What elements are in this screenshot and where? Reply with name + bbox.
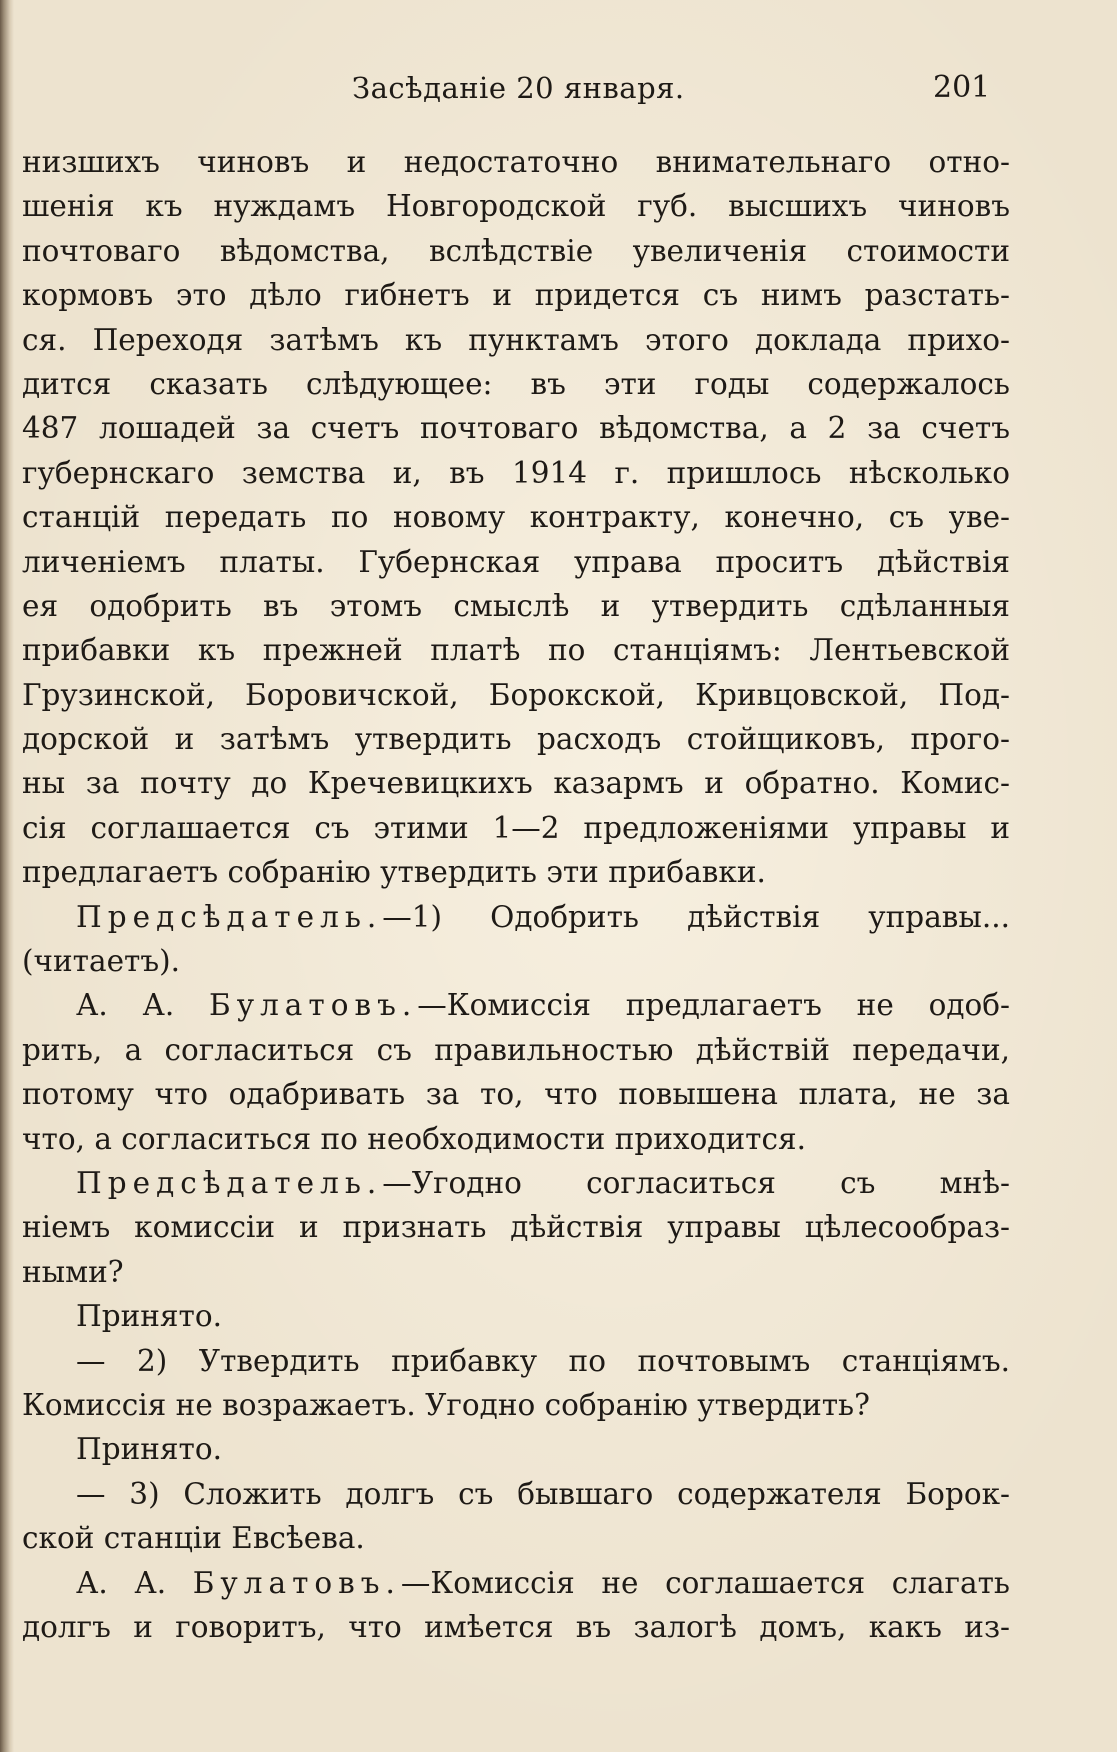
text-line: — 2) Утвердить прибавку по почтовымъ станціямъ. xyxy=(76,1343,1010,1378)
text-line: ны за почту до Кречевицкихъ казармъ и обратно. Комис- xyxy=(22,766,1010,801)
text-line: — 3) Сложить долгъ съ бывшаго содержателя Борок- xyxy=(76,1476,1010,1511)
speech-text: —Комиссія предлагаетъ не одоб- xyxy=(417,988,1010,1023)
text-line: Комиссія не возражаетъ. Угодно собранію утвердить? xyxy=(22,1387,870,1422)
text-line: кормовъ это дѣло гибнетъ и придется съ нимъ разстать- xyxy=(22,278,1010,313)
text-line: губернскаго земства и, въ 1914 г. пришлось нѣсколько xyxy=(22,455,1010,490)
speaker-name: Предсѣдатель. xyxy=(76,1165,383,1200)
speech-text: —Угодно согласиться съ мнѣ- xyxy=(382,1165,1010,1200)
text-line: рить, а согласиться съ правильностью дѣйствій передачи, xyxy=(22,1032,1010,1067)
text-line: 487 лошадей за счетъ почтоваго вѣдомства, а 2 за счетъ xyxy=(22,411,1010,446)
text-line: ся. Переходя затѣмъ къ пунктамъ этого доклада прихо- xyxy=(22,322,1010,357)
speaker-initials: А. А. xyxy=(76,1565,167,1600)
speech-line xyxy=(22,983,1010,1027)
text-line: шенія къ нуждамъ Новгородской губ. высшихъ чиновъ xyxy=(22,189,1010,224)
text-line: дится сказать слѣдующее: въ эти годы содержалось xyxy=(22,366,1010,401)
text-line: личеніемъ платы. Губернская управа проситъ дѣйствія xyxy=(22,544,1010,579)
text-line: сія соглашается съ этими 1—2 предложеніями управы и xyxy=(22,810,1010,845)
text-line: (читаетъ). xyxy=(22,944,181,979)
text-line: что, а согласиться по необходимости приходится. xyxy=(22,1121,806,1156)
speech-text: —1) Одобрить дѣйствія управы... xyxy=(382,899,1010,934)
speaker-name: Булатовъ. xyxy=(192,1565,401,1600)
page-number: 201 xyxy=(933,70,991,105)
text-line: ской станціи Евсѣева. xyxy=(22,1521,365,1556)
speech-line xyxy=(22,895,1010,939)
body-text xyxy=(22,140,1010,1649)
text-line: ніемъ комиссіи и признать дѣйствія управы цѣлесообраз- xyxy=(22,1210,1010,1245)
speech-text: —Комиссія не соглашается слагать xyxy=(400,1565,1010,1600)
speaker-name: Предсѣдатель. xyxy=(76,899,383,934)
text-line: низшихъ чиновъ и недостаточно внимательнаго отно- xyxy=(22,145,1010,179)
text-line: Грузинской, Боровичской, Борокской, Кривцовской, Под- xyxy=(22,677,1010,712)
speaker-name: Булатовъ. xyxy=(209,988,418,1023)
text-line: почтоваго вѣдомства, вслѣдствіе увеличенія стоимости xyxy=(22,233,1010,268)
speech-line xyxy=(22,1561,1010,1605)
text-line: Принято. xyxy=(76,1299,223,1334)
text-line: ея одобрить въ этомъ смыслѣ и утвердить сдѣланныя xyxy=(22,588,1010,623)
text-line: прибавки къ прежней платѣ по станціямъ: Лентьевской xyxy=(22,633,1010,668)
speaker-initials: А. А. xyxy=(76,988,175,1023)
text-line: дорской и затѣмъ утвердить расходъ стойщиковъ, прого- xyxy=(22,722,1010,757)
page-binding-edge xyxy=(0,0,14,1752)
text-line: долгъ и говоритъ, что имѣется въ залогѣ домъ, какъ из- xyxy=(22,1609,1010,1644)
text-line: станцій передать по новому контракту, конечно, съ уве- xyxy=(22,500,1010,535)
running-title: Засѣданіе 20 января. xyxy=(352,71,685,105)
text-line: ными? xyxy=(22,1254,124,1289)
speech-line xyxy=(22,1161,1010,1205)
text-line: потому что одабривать за то, что повышена плата, не за xyxy=(22,1077,1010,1112)
page-header xyxy=(0,66,1117,110)
text-line: предлагаетъ собранію утвердить эти прибавки. xyxy=(22,855,766,890)
text-line: Принято. xyxy=(76,1432,223,1467)
